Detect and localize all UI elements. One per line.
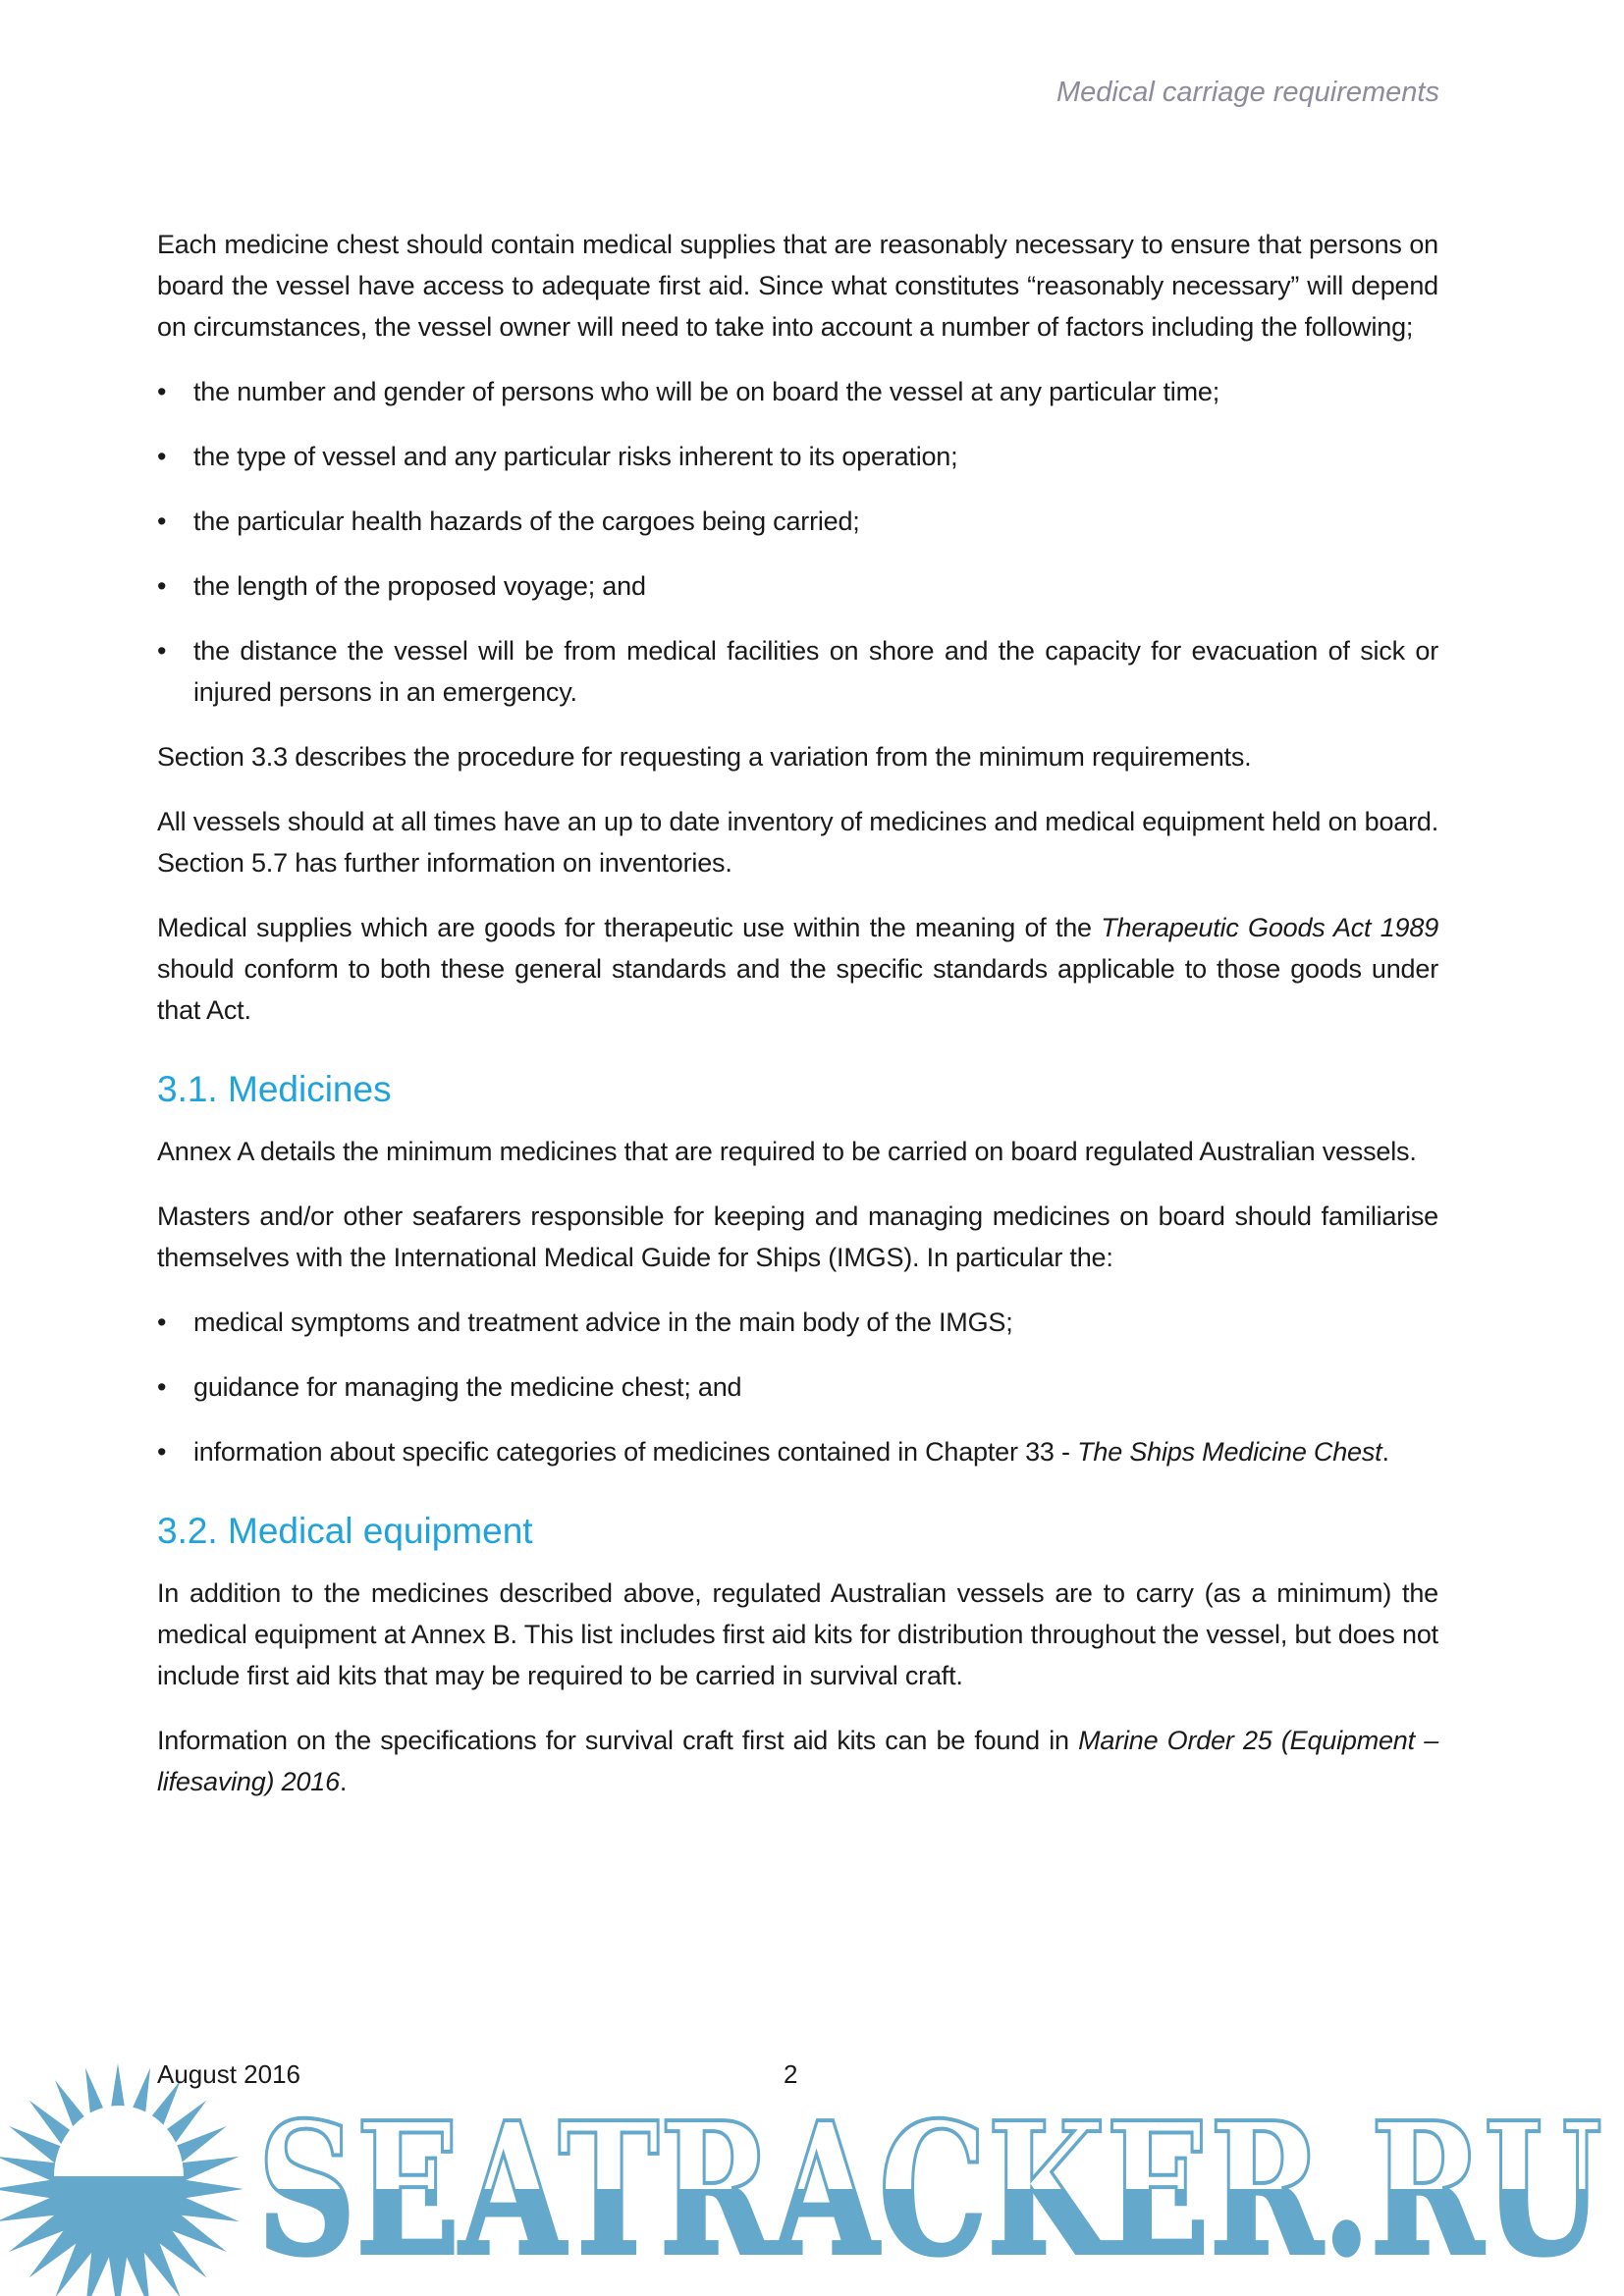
text: Medical supplies which are goods for therapeutic use within the meaning of the [157, 913, 1102, 942]
bullet-icon: • [157, 636, 167, 666]
act-title: Therapeutic Goods Act 1989 [1101, 913, 1439, 942]
bullet-icon: • [157, 1372, 167, 1402]
section-heading-medical-equipment: 3.2. Medical equipment [157, 1511, 533, 1551]
list-item [157, 436, 1438, 477]
text: . [339, 1767, 348, 1796]
tga-paragraph [157, 907, 1438, 1031]
inventory-paragraph: All vessels should at all times have an up to date inventory of medicines and medical equipment held on board. Section 5.7 has further information on inventories. [157, 807, 1438, 878]
annex-a-paragraph: Annex A details the minimum medicines that are required to be carried on board regulated Australian vessels. [157, 1137, 1417, 1166]
list-item [157, 371, 1438, 412]
list-item [157, 1302, 1438, 1343]
list-item-text: guidance for managing the medicine chest; and [193, 1372, 742, 1402]
watermark-text: SEATRACKER.RU [257, 2082, 1602, 2296]
chapter-title: The Ships Medicine Chest [1077, 1437, 1382, 1467]
list-item-text: the type of vessel and any particular risks inherent to its operation; [193, 442, 958, 471]
list-item-text: information about specific categories of medicines contained in Chapter 33 - [193, 1437, 1078, 1467]
bullet-icon: • [157, 507, 167, 536]
list-item-text: the number and gender of persons who will be on board the vessel at any particular time; [193, 377, 1220, 406]
bullet-icon: • [157, 571, 167, 601]
survival-kits-paragraph [157, 1720, 1438, 1802]
imgs-paragraph: Masters and/or other seafarers responsible for keeping and managing medicines on board should familiarise themselves with the International Medical Guide for Ships (IMGS). In particular the: [157, 1201, 1438, 1272]
text: . [1381, 1437, 1389, 1467]
bullet-icon: • [157, 377, 167, 406]
list-item-text: the distance the vessel will be from medical facilities on shore and the capacity for evacuation of sick or injured persons in an emergency. [193, 636, 1438, 707]
intro-paragraph: Each medicine chest should contain medical supplies that are reasonably necessary to ensure that persons on board the vessel have access to adequate first aid. Since what constitutes “reasonably necessary” will depend on circumstances, the vessel owner will need to take into account a number of factors including the following; [157, 230, 1438, 342]
list-item-text: the length of the proposed voyage; and [193, 571, 646, 601]
text: Information on the specifications for survival craft first aid kits can be found in [157, 1726, 1079, 1755]
marine-order-title: Marine Order 25 (Equipment – lifesaving) 2016 [157, 1726, 1439, 1796]
list-item [157, 1366, 1438, 1408]
page-body [157, 224, 1438, 1826]
sun-icon [0, 2063, 244, 2296]
page-number: 2 [784, 2059, 798, 2089]
running-header: Medical carriage requirements [1056, 77, 1439, 108]
list-item [157, 501, 1438, 542]
footer-date: August 2016 [157, 2059, 301, 2089]
equipment-paragraph: In addition to the medicines described above, regulated Australian vessels are to carry (as a minimum) the medical equipment at Annex B. This list includes first aid kits for distribution throughout the vessel, but does not include first aid kits that may be required to be carried in survival craft. [157, 1578, 1438, 1690]
list-item [157, 1431, 1438, 1472]
bullet-icon: • [157, 1308, 167, 1337]
list-item-text: medical symptoms and treatment advice in the main body of the IMGS; [193, 1308, 1013, 1337]
text: should conform to both these general standards and the specific standards applicable to those goods under that Act. [157, 954, 1438, 1025]
list-item [157, 630, 1438, 713]
section-heading-medicines: 3.1. Medicines [157, 1069, 392, 1109]
variation-paragraph: Section 3.3 describes the procedure for requesting a variation from the minimum requirements. [157, 742, 1252, 772]
bullet-icon: • [157, 1437, 167, 1467]
list-item [157, 565, 1438, 607]
list-item-text: the particular health hazards of the cargoes being carried; [193, 507, 860, 536]
bullet-icon: • [157, 442, 167, 471]
